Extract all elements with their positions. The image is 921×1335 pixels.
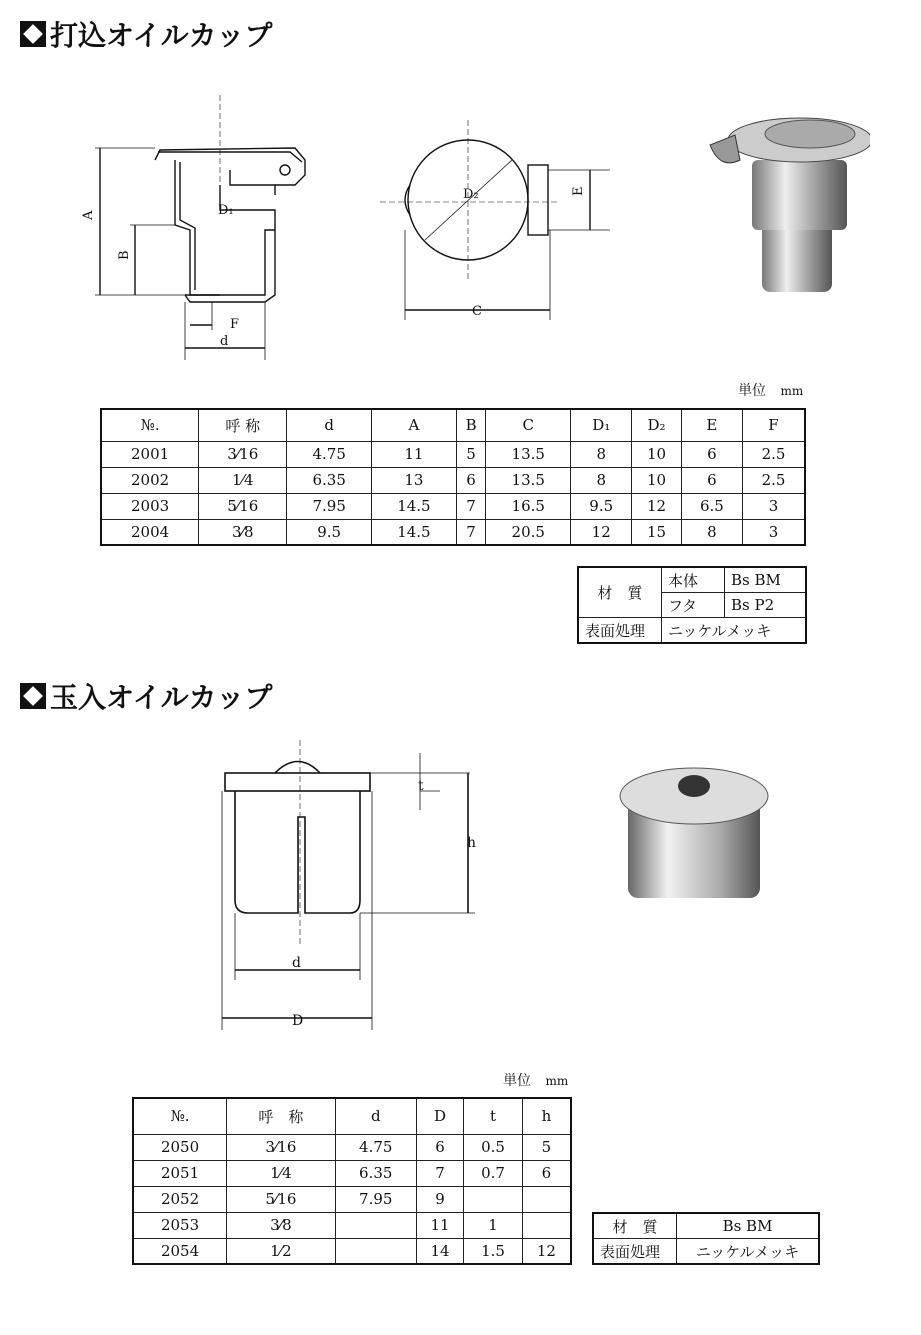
column-header: №.: [133, 1098, 227, 1134]
table-cell: 13.5: [486, 441, 571, 467]
label-D1: D₁: [218, 203, 234, 218]
table-cell: 10: [632, 441, 681, 467]
table-cell: 12: [522, 1238, 571, 1264]
table-cell: 2052: [133, 1186, 227, 1212]
section2-technical-drawing: [210, 735, 510, 1035]
label-D2: D₂: [463, 187, 479, 202]
label-t: t: [418, 778, 424, 794]
table-cell: [522, 1186, 571, 1212]
table-cell: 7: [416, 1160, 463, 1186]
table-cell: 2.5: [742, 441, 805, 467]
table-row: [101, 493, 805, 519]
column-header: d: [335, 1098, 416, 1134]
table-cell: 2003: [101, 493, 199, 519]
label-d: d: [292, 955, 301, 971]
table-cell: 7: [456, 519, 486, 545]
table-cell: 5⁄16: [199, 493, 287, 519]
material-label: 材 質: [578, 567, 662, 618]
table-cell: 1.5: [464, 1238, 523, 1264]
table-cell: 4.75: [335, 1134, 416, 1160]
label-F: F: [230, 317, 240, 332]
section2-heading: [20, 676, 272, 716]
section1-unit: [738, 380, 803, 400]
body-value: Bs BM: [725, 567, 807, 593]
table-cell: 4.75: [287, 441, 372, 467]
section2-material-table: [592, 1212, 820, 1265]
table-row: [101, 519, 805, 545]
table-cell: 8: [571, 441, 632, 467]
table-cell: 2053: [133, 1212, 227, 1238]
unit-value: mm: [780, 384, 804, 398]
column-header: F: [742, 409, 805, 441]
lid-label: フタ: [662, 593, 725, 618]
column-header: 呼 称: [199, 409, 287, 441]
table-cell: 3: [742, 519, 805, 545]
diamond-bullet-icon: [20, 21, 46, 47]
table-header-row: [133, 1098, 571, 1134]
table-cell: 7.95: [287, 493, 372, 519]
table-row: [133, 1186, 571, 1212]
table-cell: 8: [571, 467, 632, 493]
label-E: E: [571, 186, 586, 196]
diamond-bullet-icon: [20, 683, 46, 709]
table-cell: 9.5: [571, 493, 632, 519]
section1-title: 打込オイルカップ: [50, 19, 273, 52]
table-cell: 8: [681, 519, 742, 545]
surface-value: ニッケルメッキ: [662, 618, 807, 644]
table-cell: 13.5: [486, 467, 571, 493]
table-cell: 2.5: [742, 467, 805, 493]
label-d: d: [220, 334, 229, 349]
section1-spec-table: [100, 408, 806, 546]
label-h: h: [467, 835, 477, 851]
column-header: A: [372, 409, 457, 441]
table-cell: 14: [416, 1238, 463, 1264]
table-cell: 1: [464, 1212, 523, 1238]
table-cell: 2051: [133, 1160, 227, 1186]
unit-label: 単位: [503, 1073, 531, 1089]
surface-value: ニッケルメッキ: [677, 1239, 820, 1265]
table-cell: [464, 1186, 523, 1212]
table-cell: 9: [416, 1186, 463, 1212]
table-cell: 6: [416, 1134, 463, 1160]
table-row: [101, 467, 805, 493]
table-cell: 9.5: [287, 519, 372, 545]
column-header: t: [464, 1098, 523, 1134]
table-cell: 0.7: [464, 1160, 523, 1186]
table-cell: 5⁄16: [227, 1186, 336, 1212]
table-cell: 1⁄2: [227, 1238, 336, 1264]
column-header: D: [416, 1098, 463, 1134]
table-cell: 1⁄4: [199, 467, 287, 493]
unit-label: 単位: [738, 383, 766, 399]
table-cell: 3⁄8: [227, 1212, 336, 1238]
table-row: [101, 441, 805, 467]
label-B: B: [117, 250, 132, 260]
section1-technical-drawing: [80, 90, 620, 370]
table-cell: 7.95: [335, 1186, 416, 1212]
table-row: [133, 1212, 571, 1238]
section1-heading: [20, 14, 272, 54]
label-A: A: [81, 210, 96, 220]
table-cell: 3: [742, 493, 805, 519]
column-header: 呼 称: [227, 1098, 336, 1134]
table-cell: 13: [372, 467, 457, 493]
table-cell: 6: [522, 1160, 571, 1186]
table-cell: 12: [632, 493, 681, 519]
table-cell: 5: [522, 1134, 571, 1160]
table-cell: 14.5: [372, 519, 457, 545]
material-label: 材 質: [593, 1213, 677, 1239]
body-label: 本体: [662, 567, 725, 593]
lid-value: Bs P2: [725, 593, 807, 618]
table-cell: 16.5: [486, 493, 571, 519]
table-cell: [335, 1238, 416, 1264]
table-row: [133, 1160, 571, 1186]
column-header: D₂: [632, 409, 681, 441]
table-cell: 20.5: [486, 519, 571, 545]
table-cell: 6.5: [681, 493, 742, 519]
table-cell: 2002: [101, 467, 199, 493]
table-cell: 14.5: [372, 493, 457, 519]
table-cell: 1⁄4: [227, 1160, 336, 1186]
table-cell: 11: [416, 1212, 463, 1238]
column-header: d: [287, 409, 372, 441]
table-cell: 0.5: [464, 1134, 523, 1160]
table-cell: 6: [681, 467, 742, 493]
column-header: №.: [101, 409, 199, 441]
table-cell: 3⁄16: [199, 441, 287, 467]
table-cell: 5: [456, 441, 486, 467]
ball-oil-cup-photo: [610, 758, 780, 908]
table-cell: 6.35: [335, 1160, 416, 1186]
surface-label: 表面処理: [578, 618, 662, 644]
table-cell: 15: [632, 519, 681, 545]
oil-cup-photo: [680, 100, 870, 300]
material-value: Bs BM: [677, 1213, 820, 1239]
table-cell: 12: [571, 519, 632, 545]
surface-label: 表面処理: [593, 1239, 677, 1265]
table-cell: 10: [632, 467, 681, 493]
table-cell: 3⁄16: [227, 1134, 336, 1160]
table-cell: 3⁄8: [199, 519, 287, 545]
table-row: [133, 1238, 571, 1264]
column-header: D₁: [571, 409, 632, 441]
column-header: h: [522, 1098, 571, 1134]
table-cell: 2050: [133, 1134, 227, 1160]
table-cell: 6: [456, 467, 486, 493]
column-header: C: [486, 409, 571, 441]
table-cell: 2054: [133, 1238, 227, 1264]
column-header: E: [681, 409, 742, 441]
table-cell: 7: [456, 493, 486, 519]
unit-value: mm: [545, 1074, 569, 1088]
table-header-row: [101, 409, 805, 441]
table-cell: 6: [681, 441, 742, 467]
table-cell: [522, 1212, 571, 1238]
table-cell: 11: [372, 441, 457, 467]
table-cell: 2004: [101, 519, 199, 545]
section2-title: 玉入オイルカップ: [50, 681, 273, 714]
table-cell: 2001: [101, 441, 199, 467]
table-row: [133, 1134, 571, 1160]
column-header: B: [456, 409, 486, 441]
table-cell: [335, 1212, 416, 1238]
label-C: C: [472, 304, 482, 319]
label-D: D: [292, 1013, 304, 1029]
section2-spec-table: [132, 1097, 572, 1265]
section2-unit: [503, 1070, 568, 1090]
section1-material-table: [577, 566, 807, 644]
table-cell: 6.35: [287, 467, 372, 493]
